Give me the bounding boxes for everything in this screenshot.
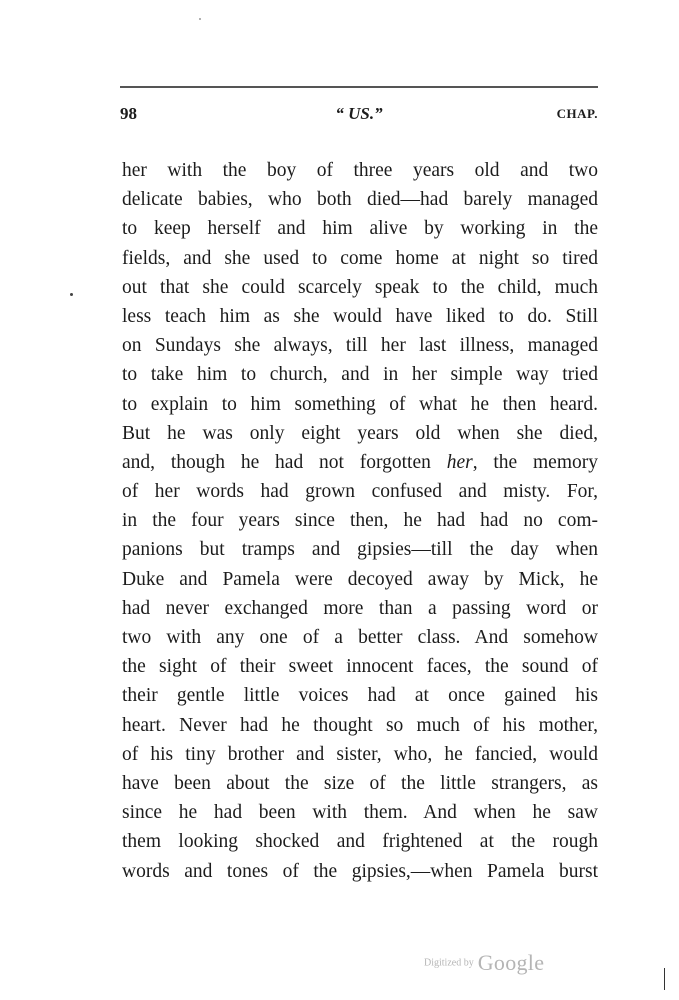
- text-segment: , the memory: [472, 451, 598, 473]
- running-head: [120, 104, 598, 130]
- text-line: in the four years since then, he had had no com-: [122, 510, 598, 532]
- text-line: to explain to him something of what he then heard.: [122, 393, 598, 415]
- text-line: fields, and she used to come home at night so tired: [122, 247, 598, 269]
- italic-word: her: [446, 451, 473, 473]
- watermark-prefix: Digitized by: [424, 957, 474, 969]
- margin-speck: [70, 293, 73, 296]
- text-line: them looking shocked and frightened at the rough: [122, 831, 598, 853]
- digitized-watermark: [424, 950, 544, 978]
- text-line: heart. Never had he thought so much of his mother,: [122, 714, 598, 736]
- text-line: delicate babies, who both died—had barely managed: [122, 189, 598, 211]
- text-segment: and, though he had not forgotten: [122, 451, 431, 473]
- text-line: of his tiny brother and sister, who, he fancied, would: [122, 743, 598, 765]
- text-line: of her words had grown confused and misty. For,: [122, 481, 598, 503]
- text-line: two with any one of a better class. And somehow: [122, 627, 598, 648]
- text-line: less teach him as she would have liked to do. Still: [122, 305, 598, 327]
- page-number: 98: [120, 104, 137, 123]
- text-line: had never exchanged more than a passing word or: [122, 597, 598, 619]
- text-line: her with the boy of three years old and two: [122, 160, 598, 181]
- page-edge-mark: [664, 968, 665, 990]
- text-line: on Sundays she always, till her last illness, managed: [122, 335, 598, 357]
- text-line: their gentle little voices had at once gained his: [122, 685, 598, 707]
- text-line: to take him to church, and in her simple way tried: [122, 364, 598, 386]
- text-line: have been about the size of the little strangers, as: [122, 772, 598, 794]
- text-line: Duke and Pamela were decoyed away by Mick, he: [122, 568, 598, 590]
- text-line: words and tones of the gipsies,—when Pamela burst: [122, 860, 598, 882]
- text-line: since he had been with them. And when he saw: [122, 802, 598, 824]
- text-line: out that she could scarcely speak to the child, much: [122, 276, 598, 298]
- running-title: “ US.”: [335, 104, 383, 123]
- text-line: to keep herself and him alive by working in the: [122, 218, 598, 240]
- scan-speck: [199, 18, 201, 20]
- text-line-with-italic: [122, 448, 598, 477]
- text-line: the sight of their sweet innocent faces, the sound of: [122, 656, 598, 678]
- body-text: [122, 156, 598, 886]
- watermark-brand: Google: [477, 950, 545, 975]
- chapter-label: CHAP.: [556, 106, 598, 121]
- text-line: panions but tramps and gipsies—till the day when: [122, 539, 598, 561]
- header-rule: [120, 86, 598, 88]
- text-line: But he was only eight years old when she died,: [122, 422, 598, 444]
